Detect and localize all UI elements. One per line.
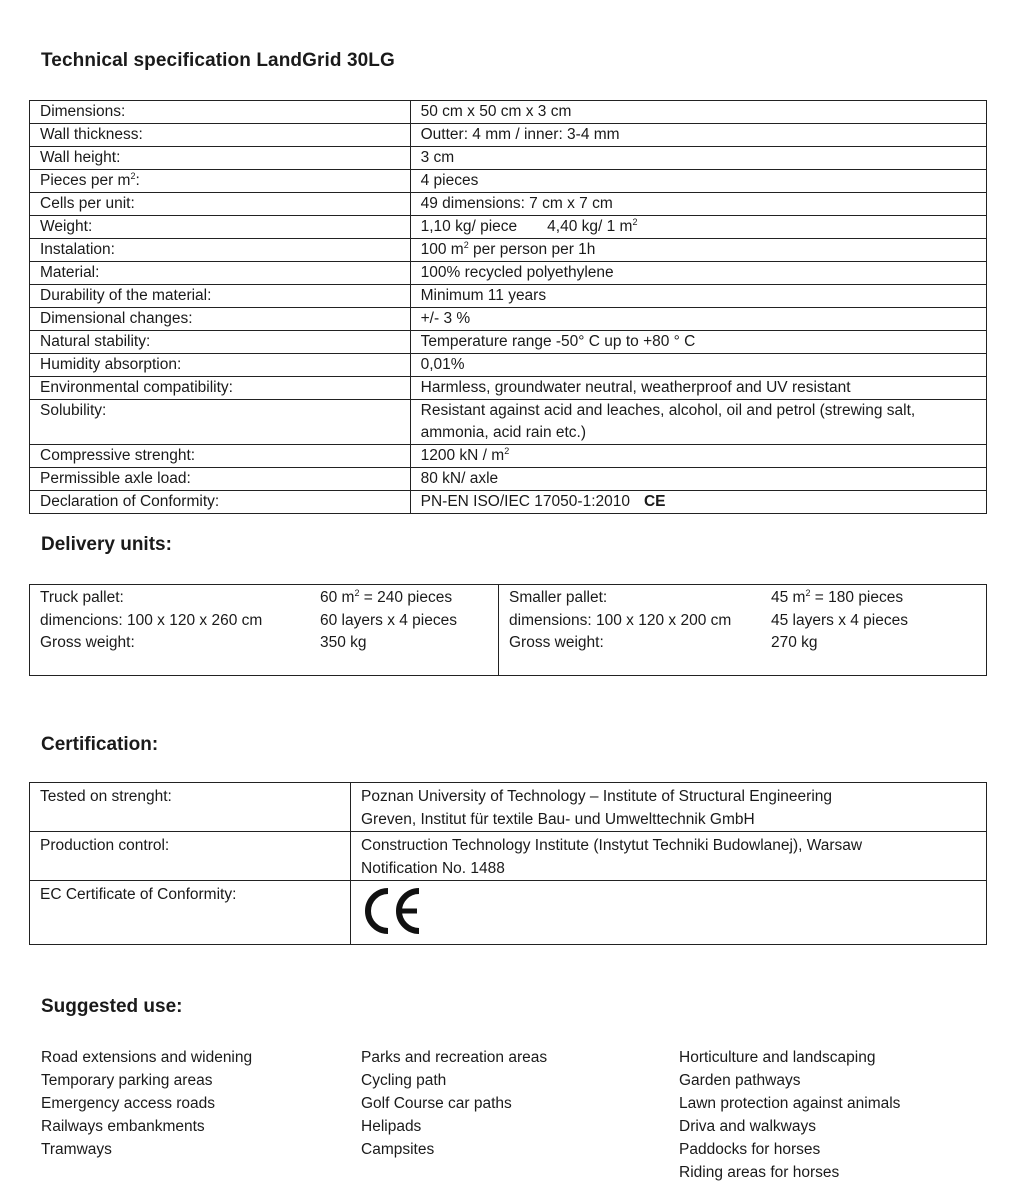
spec-label: Compressive strenght: (30, 445, 411, 468)
smaller-value: 270 kg (771, 634, 818, 651)
use-item: Garden pathways (679, 1072, 801, 1089)
ce-logo-cell (351, 881, 987, 945)
spec-row (30, 239, 987, 262)
truck-label: dimencions: 100 x 120 x 260 cm (40, 611, 263, 629)
ce-mark-small: CE (643, 493, 666, 510)
use-item: Helipads (361, 1118, 422, 1135)
spec-label: Humidity absorption: (30, 354, 411, 377)
use-item: Campsites (361, 1141, 435, 1158)
spec-label: Weight: (30, 216, 411, 239)
cert-value: Poznan University of Technology – Institute of Structural Engineering Greven, Institut für textile Bau- und Umwelttechnik GmbH (351, 783, 987, 832)
use-item: Golf Course car paths (361, 1095, 512, 1112)
spec-row (30, 262, 987, 285)
spec-row (30, 377, 987, 400)
spec-label: Environmental compatibility: (30, 377, 411, 400)
spec-value: 100% recycled polyethylene (410, 262, 986, 285)
spec-row (30, 491, 987, 514)
smaller-value: 45 layers x 4 pieces (771, 611, 908, 629)
spec-label: Dimensions: (30, 101, 411, 124)
cert-label: EC Certificate of Conformity: (30, 881, 351, 945)
spec-label: Wall height: (30, 147, 411, 170)
spec-value: 80 kN/ axle (410, 468, 986, 491)
use-item: Riding areas for horses (679, 1164, 840, 1181)
cert-value: Construction Technology Institute (Instytut Techniki Budowlanej), Warsaw Notification No. 1488 (351, 832, 987, 881)
spec-value: Outter: 4 mm / inner: 3-4 mm (410, 124, 986, 147)
specification-table (29, 100, 987, 514)
spec-value: 1200 kN / $m^2$ (410, 445, 986, 468)
smaller-label: Smaller pallet: (509, 589, 608, 606)
cert-label: Tested on strenght: (30, 783, 351, 832)
spec-value: 1,10 kg/ piece 4,40 kg/ 1 $m^2$ (410, 216, 986, 239)
use-item: Tramways (41, 1141, 112, 1158)
truck-label: Truck pallet: (40, 589, 124, 606)
truck-label: Gross weight: (40, 634, 135, 651)
smaller-label: Gross weight: (509, 634, 604, 651)
suggested-use-heading: Suggested use: (41, 996, 183, 1017)
truck-value: 60 layers x 4 pieces (320, 611, 457, 629)
spec-label: Durability of the material: (30, 285, 411, 308)
use-item: Paddocks for horses (679, 1141, 821, 1158)
spec-value: 3 cm (410, 147, 986, 170)
spec-row (30, 354, 987, 377)
smaller-value: 45 $m^2 = 180$ pieces (771, 588, 904, 606)
use-item: Road extensions and widening (41, 1049, 253, 1066)
spec-row (30, 468, 987, 491)
spec-label: Natural stability: (30, 331, 411, 354)
spec-row (30, 400, 987, 445)
smaller-pallet-cell (499, 585, 987, 676)
spec-value: 0,01% (410, 354, 986, 377)
spec-label: Permissible axle load: (30, 468, 411, 491)
spec-row (30, 216, 987, 239)
use-item: Parks and recreation areas (361, 1049, 548, 1066)
spec-value: Resistant against acid and leaches, alcohol, oil and petrol (strewing salt, ammonia, acid rain etc.) (410, 400, 986, 445)
spec-row (30, 101, 987, 124)
spec-value: Temperature range -50° C up to +80 ° C (410, 331, 986, 354)
use-item: Lawn protection against animals (679, 1095, 901, 1112)
spec-label: Declaration of Conformity: (30, 491, 411, 514)
spec-row (30, 445, 987, 468)
delivery-heading: Delivery units: (41, 534, 172, 555)
use-item: Emergency access roads (41, 1095, 216, 1112)
spec-row (30, 285, 987, 308)
spec-row (30, 170, 987, 193)
certification-table (29, 782, 987, 945)
truck-value: 350 kg (320, 634, 367, 651)
use-item: Temporary parking areas (41, 1072, 213, 1089)
delivery-table (29, 584, 987, 676)
spec-label: Instalation: (30, 239, 411, 262)
cert-label: Production control: (30, 832, 351, 881)
spec-row (30, 147, 987, 170)
truck-pallet-cell (30, 585, 499, 676)
spec-row (30, 124, 987, 147)
spec-row (30, 331, 987, 354)
use-item: Horticulture and landscaping (679, 1049, 876, 1066)
spec-label: Cells per unit: (30, 193, 411, 216)
spec-value: Minimum 11 years (410, 285, 986, 308)
truck-value: 60 $m^2 = 240$ pieces (320, 588, 453, 606)
use-item: Cycling path (361, 1072, 447, 1089)
spec-row (30, 308, 987, 331)
spec-value: +/- 3 % (410, 308, 986, 331)
certification-heading: Certification: (41, 734, 159, 755)
spec-value: Harmless, groundwater neutral, weatherproof and UV resistant (410, 377, 986, 400)
spec-label: Dimensional changes: (30, 308, 411, 331)
use-item: Railways embankments (41, 1118, 205, 1135)
spec-value: 100 $m^2$ per person per 1h (410, 239, 986, 262)
use-item: Driva and walkways (679, 1118, 816, 1135)
smaller-label: dimensions: 100 x 120 x 200 cm (509, 611, 732, 629)
spec-value: 49 dimensions: 7 cm x 7 cm (410, 193, 986, 216)
ce-mark-icon (361, 885, 427, 944)
document-title: Technical specification LandGrid 30LG (41, 50, 395, 71)
spec-label: Pieces per $m^2$: (30, 170, 411, 193)
spec-row (30, 193, 987, 216)
spec-value: PN-EN ISO/IEC 17050-1:2010 CE (410, 491, 986, 514)
spec-label: Material: (30, 262, 411, 285)
use-column-3 (679, 1046, 900, 1184)
spec-value: 50 cm x 50 cm x 3 cm (410, 101, 986, 124)
use-column-2 (361, 1046, 547, 1161)
spec-value: 4 pieces (410, 170, 986, 193)
spec-label: Solubility: (30, 400, 411, 445)
use-column-1 (41, 1046, 252, 1161)
spec-label: Wall thickness: (30, 124, 411, 147)
